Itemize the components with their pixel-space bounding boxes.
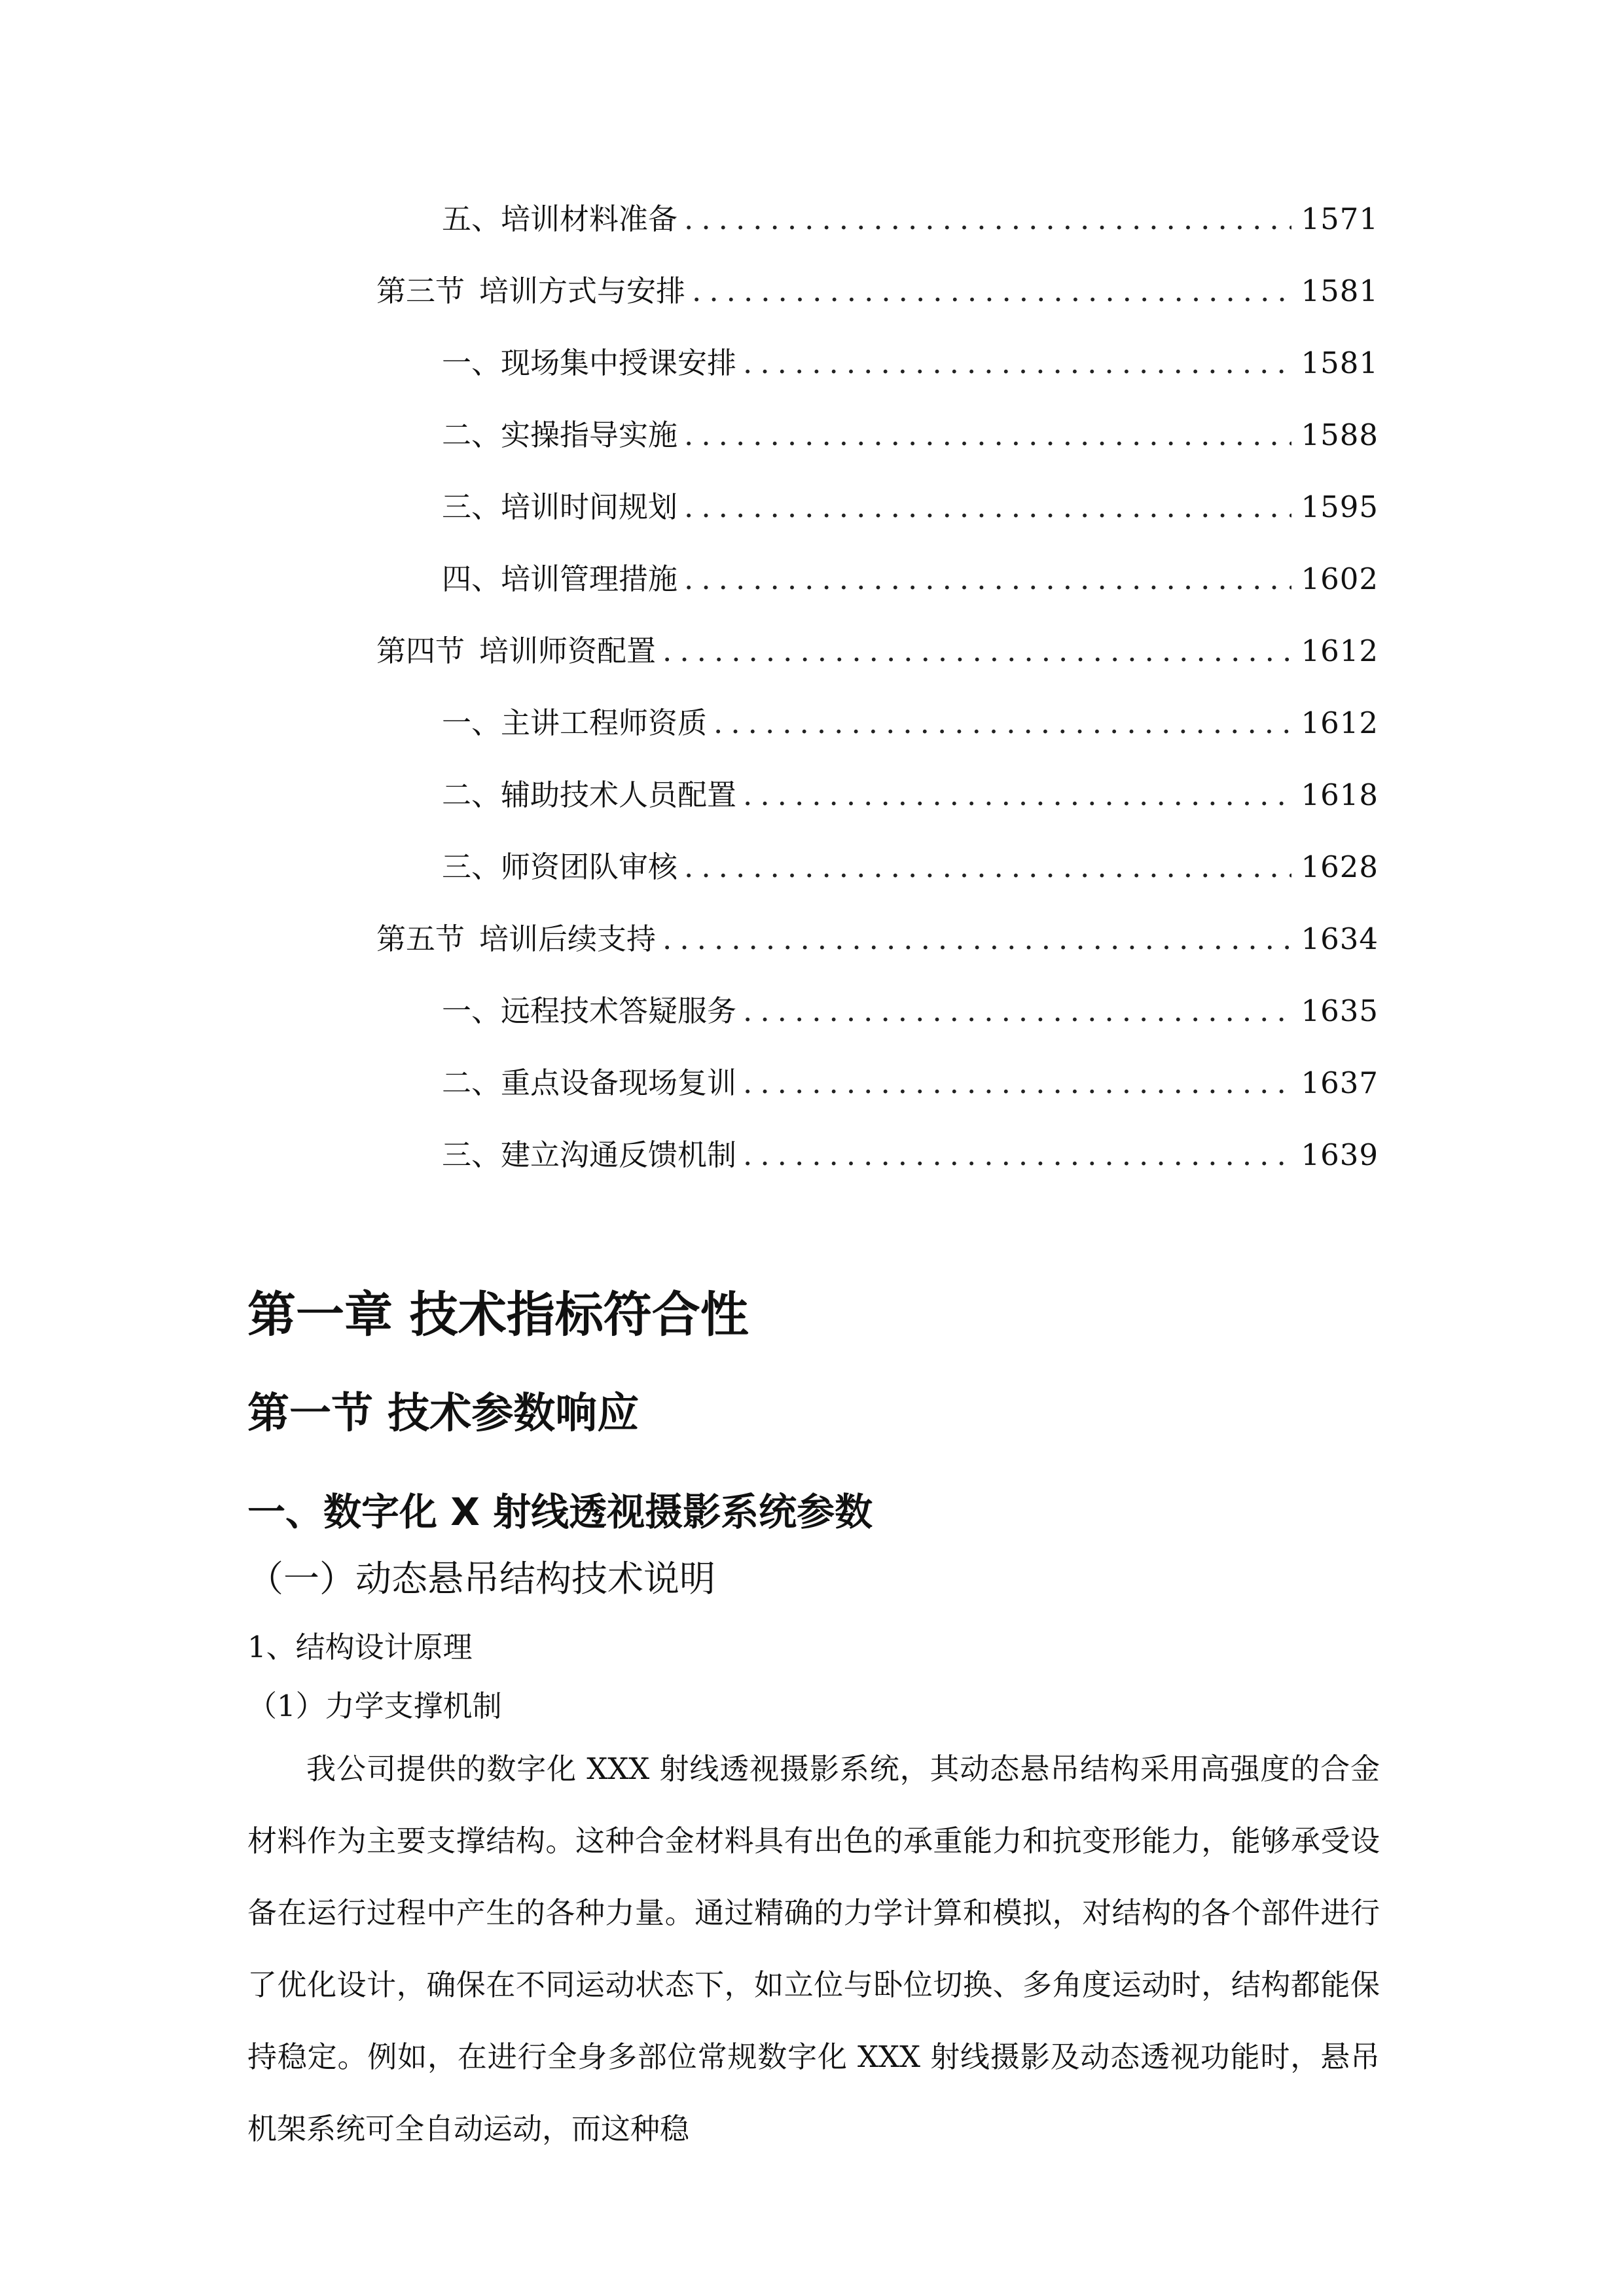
toc-entry-page: 1612: [1301, 706, 1379, 740]
toc-leader-dots: [743, 337, 1291, 389]
toc-entry[interactable]: [442, 1129, 1379, 1181]
toc-leader-dots: [743, 1057, 1291, 1109]
toc-leader-dots: [662, 913, 1291, 965]
toc-leader-dots: [684, 193, 1291, 245]
toc-entry-title: 培训师资配置: [479, 634, 657, 668]
toc-entry-number: 第五节: [376, 922, 465, 956]
toc-entry-page: 1637: [1301, 1066, 1379, 1100]
toc-entry[interactable]: [376, 265, 1379, 317]
toc-entry-title: 培训后续支持: [479, 922, 657, 956]
toc-entry-title: 培训方式与安排: [479, 274, 686, 308]
toc-entry-number: 第三节: [376, 274, 465, 308]
toc-entry-number: 二、: [442, 1066, 501, 1100]
section-heading: 第一节 技术参数响应: [247, 1390, 640, 1438]
toc-entry[interactable]: [442, 985, 1379, 1037]
toc-entry-page: 1595: [1301, 490, 1379, 524]
toc-entry-page: 1602: [1301, 562, 1379, 596]
toc-entry[interactable]: [442, 841, 1379, 893]
toc-leader-dots: [684, 553, 1291, 605]
toc-entry-number: 四、: [442, 562, 501, 596]
toc-leader-dots: [743, 985, 1291, 1037]
toc-entry-title: 实操指导实施: [501, 418, 678, 452]
toc-entry-number: 一、: [442, 706, 501, 740]
toc-leader-dots: [684, 409, 1291, 461]
toc-leader-dots: [684, 841, 1291, 893]
toc-entry[interactable]: [442, 337, 1379, 389]
toc-entry-title: 辅助技术人员配置: [501, 778, 737, 812]
toc-entry-number: 三、: [442, 850, 501, 884]
toc-entry[interactable]: [442, 697, 1379, 749]
toc-entry-title: 培训材料准备: [501, 202, 678, 236]
toc-entry-title: 培训时间规划: [501, 490, 678, 524]
toc-entry[interactable]: [442, 553, 1379, 605]
toc-entry-page: 1581: [1301, 274, 1379, 308]
subsection-heading: 一、数字化 X 射线透视摄影系统参数: [247, 1490, 873, 1534]
toc-entry[interactable]: [442, 481, 1379, 533]
item-heading: （一）动态悬吊结构技术说明: [247, 1558, 716, 1600]
toc-entry-title: 建立沟通反馈机制: [501, 1138, 737, 1172]
toc-entry-number: 一、: [442, 994, 501, 1028]
toc-entry[interactable]: [442, 193, 1379, 245]
subitem-heading: 1、结构设计原理: [247, 1630, 473, 1664]
toc-leader-dots: [743, 769, 1291, 821]
toc-entry-page: 1612: [1301, 634, 1379, 668]
toc-leader-dots: [713, 697, 1291, 749]
toc-entry-page: 1581: [1301, 346, 1379, 380]
toc-entry-number: 二、: [442, 778, 501, 812]
toc-leader-dots: [743, 1129, 1291, 1181]
toc-entry[interactable]: [442, 769, 1379, 821]
toc-entry-page: 1618: [1301, 778, 1379, 812]
toc-entry[interactable]: [442, 409, 1379, 461]
toc-entry-number: 五、: [442, 202, 501, 236]
toc-entry-title: 现场集中授课安排: [501, 346, 737, 380]
toc-entry-page: 1588: [1301, 418, 1379, 452]
toc-entry-title: 师资团队审核: [501, 850, 678, 884]
toc-leader-dots: [684, 481, 1291, 533]
toc-leader-dots: [662, 625, 1291, 677]
subsubitem-heading: （1）力学支撑机制: [247, 1689, 502, 1723]
toc-entry-page: 1639: [1301, 1138, 1379, 1172]
toc-entry[interactable]: [442, 1057, 1379, 1109]
toc-entry-number: 二、: [442, 418, 501, 452]
toc-entry-page: 1571: [1301, 202, 1379, 236]
toc-leader-dots: [692, 265, 1291, 317]
toc-entry-number: 三、: [442, 490, 501, 524]
chapter-heading: 第一章 技术指标符合性: [247, 1287, 749, 1343]
body-paragraph: 我公司提供的数字化 XXX 射线透视摄影系统，其动态悬吊结构采用高强度的合金材料作为主要支撑结构。这种合金材料具有出色的承重能力和抗变形能力，能够承受设备在运行过程中产生的各种力量。通过精确的力学计算和模拟，对结构的各个部件进行了优化设计，确保在不同运动状态下，如立位与卧位切换、多角度运动时，结构都能保持稳定。例如，在进行全身多部位常规数字化 XXX 射线摄影及动态透视功能时，悬吊机架系统可全自动运动，而这种稳: [247, 1751, 1380, 2146]
toc-entry-number: 第四节: [376, 634, 465, 668]
toc-entry[interactable]: [376, 625, 1379, 677]
toc-entry-number: 三、: [442, 1138, 501, 1172]
toc-entry-page: 1634: [1301, 922, 1379, 956]
toc-entry-title: 重点设备现场复训: [501, 1066, 737, 1100]
toc-entry-title: 培训管理措施: [501, 562, 678, 596]
toc-entry-number: 一、: [442, 346, 501, 380]
toc-entry-title: 远程技术答疑服务: [501, 994, 737, 1028]
toc-entry-page: 1635: [1301, 994, 1379, 1028]
toc-entry[interactable]: [376, 913, 1379, 965]
toc-entry-title: 主讲工程师资质: [501, 706, 708, 740]
toc-entry-page: 1628: [1301, 850, 1379, 884]
